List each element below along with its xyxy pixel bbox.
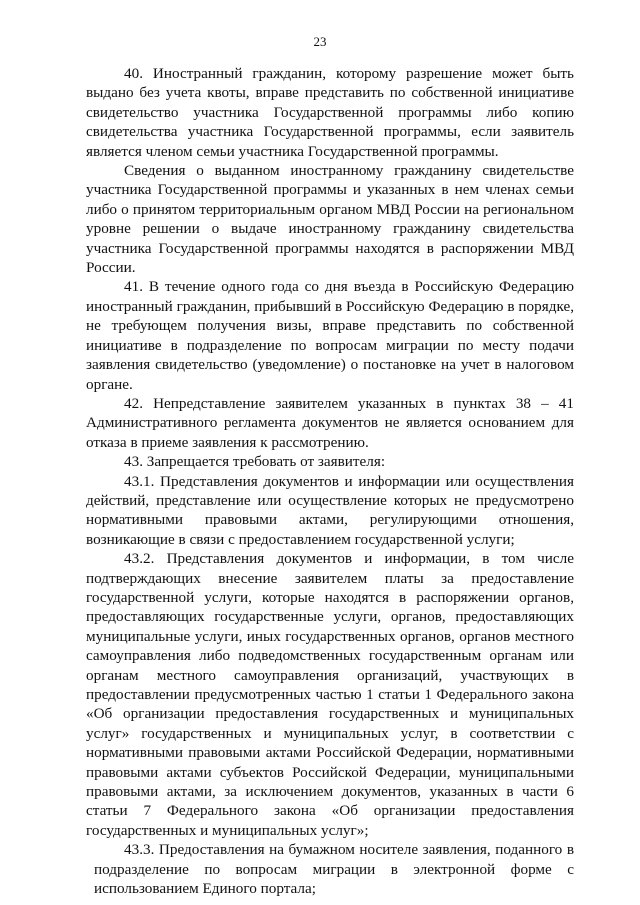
page-number: 23 [313, 34, 327, 49]
paragraph-41: 41. В течение одного года со дня въезда в Российскую Федерацию иностранный гражданин, прибывший в Российскую Федерацию в порядке, не требующем получения визы, вправе представить по собственной инициативе в подразделение по вопросам миграции по месту подачи заявления свидетельство (уведомление) о постановке на учет в налоговом органе. [86, 278, 574, 393]
paragraph-43-3: 43.3. Предоставления на бумажном носителе заявления, поданного в подразделение по вопросам миграции в электронной форме с использованием Единого портала; [94, 841, 574, 898]
paragraph-43-2: 43.2. Представления документов и информации, в том числе подтверждающих внесение заявителем платы за предоставление государственной услуги, которые находятся в распоряжении органов, предоставляющих государственные услуги, органов, предоставляющих муниципальные услуги, иных государственных органов, органов местного самоуправления либо подведомственных государственным органам или органам местного самоуправления организаций, участвующих в предоставлении предусмотренных частью 1 статьи 1 Федерального закона «Об организации предоставления государственных и муниципальных услуг» государственных и муниципальных услуг, в соответствии с нормативными правовыми актами Российской Федерации, нормативными правовыми актами субъектов Российской Федерации, муниципальными правовыми актами, за исключением документов, указанных в части 6 статьи 7 Федерального закона «Об организации предоставления государственных и муниципальных услуг»; [86, 550, 574, 839]
paragraph-40-details: Сведения о выданном иностранному гражданину свидетельстве участника Государственной программы и указанных в нем членах семьи либо о принятом территориальным органом МВД России на региональном уровне решении о выдаче иностранному гражданину свидетельства участника Государственной программы находятся в распоряжении МВД России. [86, 162, 574, 277]
paragraph-42: 42. Непредставление заявителем указанных в пунктах 38 – 41 Административного регламента документов не является основанием для отказа в приеме заявления к рассмотрению. [86, 394, 574, 451]
paragraph-40: 40. Иностранный гражданин, которому разрешение может быть выдано без учета квоты, вправе представить по собственной инициативе свидетельство участника Государственной программы либо копию свидетельства участника Государственной программы, если заявитель является членом семьи участника Государственной программы. [86, 65, 574, 160]
paragraph-43: 43. Запрещается требовать от заявителя: [124, 453, 386, 471]
document-body [86, 64, 574, 898]
paragraph-43-1: 43.1. Представления документов и информации или осуществления действий, представление или осуществление которых не предусмотрено нормативными правовыми актами, регулирующими отношения, возникающие в связи с предоставлением государственной услуги; [86, 472, 574, 548]
